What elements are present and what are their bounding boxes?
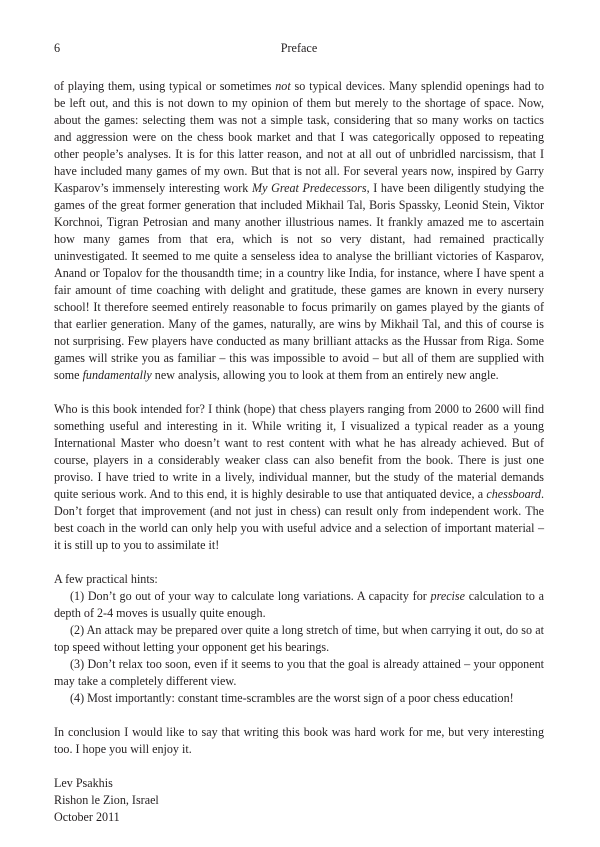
signature-date: October 2011	[54, 810, 120, 824]
italic-text: precise	[430, 589, 465, 603]
page-number: 6	[54, 41, 61, 55]
page-header	[54, 40, 544, 56]
text-run: Who is this book intended for? I think (hope) that chess players ranging from 2000 to 2600 will find something useful and interesting in it. While writing it, I visualized a typical reader as a young International Master who doesn’t want to rest content with what he has already achieved. But of course, players in a considerably weaker class can also benefit from the book. There is just one proviso. I have tried to write in a lively, individual manner, but the study of the material demands quite serious work. And to this end, it is highly desirable to use that antiquated device, a	[54, 402, 544, 501]
hint-item: (3) Don’t relax too soon, even if it seems to you that the goal is already attained – your opponent may take a completely different view.	[54, 657, 544, 688]
text-run: of playing them, using typical or sometimes	[54, 79, 276, 93]
italic-text: fundamentally	[82, 368, 152, 382]
paragraph-audience	[54, 401, 544, 554]
italic-text: chessboard	[486, 487, 541, 501]
text-run: , I have been diligently studying the games of the great former generation that included Mikhail Tal, Boris Spassky, Leonid Stein, Viktor Korchnoi, Tigran Petrosian and many another illustrious names. It frankly amazed me to ascertain how many games from that era, which is not so very distant, had remained practically uninvestigated. It seemed to me quite a senseless idea to analyse the brilliant victories of Kasparov, Anand or Topalov for the thousandth time; in a country like India, for instance, where I have spent a fair amount of time coaching with delight and gratitude, these games are known in every nursery school! It therefore seemed entirely reasonable to focus primarily on games played by the giants of that earlier generation. Many of the games, naturally, are wins by Mikhail Tal, and this of course is not surprising. Few players have conducted as many brilliant attacks as the Hussar from Riga. Some games will strike you as familiar – this was impossible to avoid – but all of them are supplied with some	[54, 181, 544, 382]
paragraph-selection	[54, 78, 544, 384]
signature-name: Lev Psakhis	[54, 776, 113, 790]
signature-place: Rishon le Zion, Israel	[54, 793, 159, 807]
hint-item: (4) Most importantly: constant time-scrambles are the worst sign of a poor chess education!	[70, 691, 514, 705]
text-run: (1) Don’t go out of your way to calculate long variations. A capacity for	[70, 589, 431, 603]
text-run: calculation to a depth of 2-4 moves is usually quite enough.	[54, 589, 544, 620]
text-run: . Don’t forget that improvement (and not just in chess) can result only from independent work. The best coach in the world can only help you with useful advice and a selection of important material – it is still up to you to assimilate it!	[54, 487, 544, 552]
paragraph-conclusion: In conclusion I would like to say that writing this book was hard work for me, but very interesting too. I hope you will enjoy it.	[54, 725, 544, 756]
hint-item	[54, 588, 544, 622]
hint-item: (2) An attack may be prepared over quite a long stretch of time, but when carrying it out, do so at top speed without letting your opponent get his bearings.	[54, 623, 544, 654]
hints-intro: A few practical hints:	[54, 572, 158, 586]
running-title: Preface	[280, 41, 318, 55]
italic-text: not	[275, 79, 291, 93]
italic-text: My Great Predecessors	[252, 181, 367, 195]
body-text	[54, 78, 544, 826]
text-run: new analysis, allowing you to look at them from an entirely new angle.	[151, 368, 499, 382]
text-run: so typical devices. Many splendid openings had to be left out, and this is not down to my opinion of them but merely to the shortage of space. Now, about the games: selecting them was not a simple task, considering that so many works on tactics and aggression were on the chess book market and that I was categorically opposed to repeating other people’s analyses. It is for this latter reason, and not at all out of unbridled narcissism, that I have included many games of my own. But that is not all. For several years now, inspired by Garry Kasparov’s immensely interesting work	[54, 79, 544, 195]
